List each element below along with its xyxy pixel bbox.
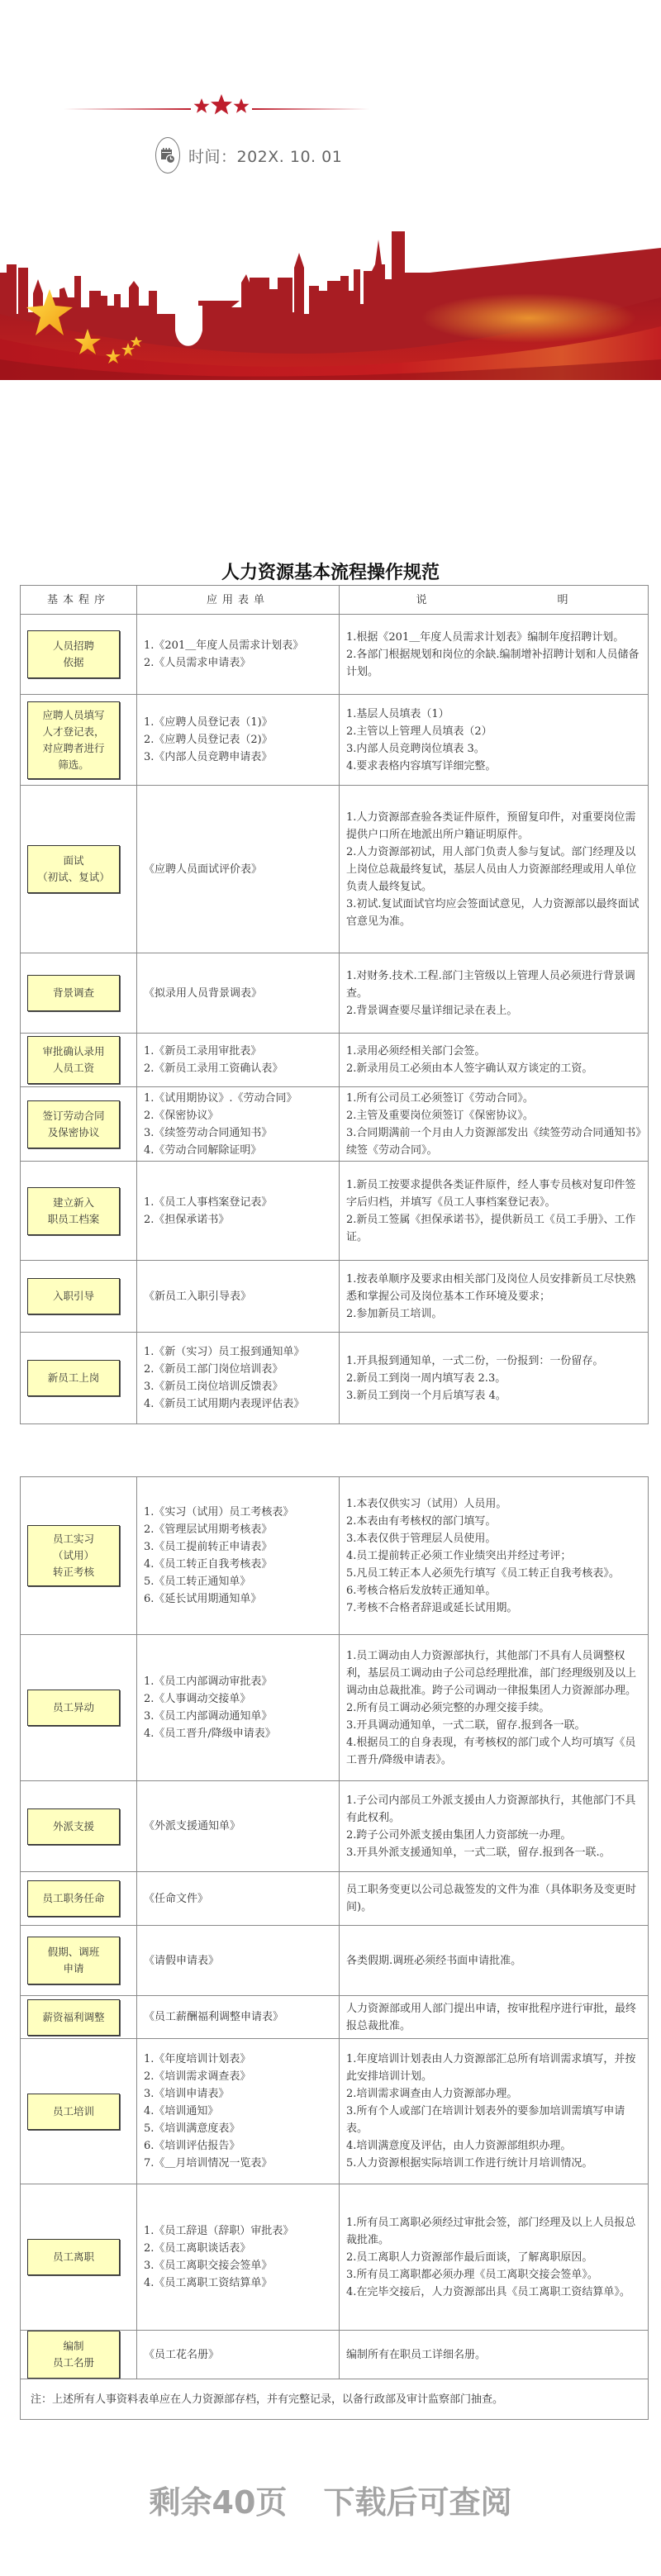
description-cell-line: 1.根据《201＿年度人员需求计划表》编制年度招聘计划。 — [346, 630, 625, 644]
forms-cell — [137, 1261, 340, 1333]
forms-cell — [137, 1087, 340, 1162]
process-table-part-2 — [20, 1476, 649, 2420]
watermark-remaining-pages: 剩余40页 — [149, 2484, 288, 2521]
procedure-step-label-line: 建立新入 — [52, 1195, 94, 1209]
description-cell-line: 2.新员工到岗一周内填写表 2.3。 — [346, 1371, 506, 1385]
description-cell — [340, 953, 649, 1034]
table-row — [21, 1261, 649, 1333]
description-cell-line: 3.本表仅供于管理层人员使用。 — [346, 1532, 497, 1545]
procedure-step-label — [42, 707, 104, 773]
description-cell-line: 2.主管以上管理人员填表（2） — [346, 725, 492, 738]
forms-cell-line: 6.《延长试用期通知单》 — [144, 1593, 262, 1605]
forms-cell-line: 2.《人员需求申请表》 — [144, 657, 251, 669]
forms-cell — [137, 1926, 340, 1996]
description-cell — [340, 2184, 649, 2331]
description-cell-line: 1.年度培训计划表由人力资源部汇总所有培训需求填写，并按此安排培训计划。 — [346, 2053, 636, 2083]
table-row — [21, 1477, 649, 1635]
procedure-step-label-line: 人才登记表， — [42, 725, 105, 738]
table-row — [21, 1333, 649, 1424]
forms-cell-line: 《拟录用人员背景调表》 — [144, 986, 263, 1000]
procedure-cell — [21, 1996, 137, 2039]
forms-cell-line: 2.《培训需求调查表》 — [144, 2070, 251, 2083]
forms-cell — [137, 695, 340, 786]
table-row — [21, 1635, 649, 1781]
description-cell-line: 7.考核不合格者辞退或延长试用期。 — [346, 1601, 518, 1614]
date-row — [155, 136, 342, 174]
procedure-step-box — [27, 1187, 120, 1235]
procedure-step-label — [53, 1699, 94, 1716]
description-cell — [340, 1087, 649, 1162]
procedure-step-label — [42, 2009, 104, 2026]
description-cell — [340, 1926, 649, 1996]
ornament-line-left — [64, 108, 191, 110]
forms-cell-line: 4.《员工离职工资结算单》 — [144, 2277, 273, 2289]
forms-cell — [137, 2039, 340, 2184]
procedure-step-box — [27, 701, 120, 779]
procedure-step-box — [27, 1880, 120, 1917]
forms-cell — [137, 953, 340, 1034]
procedure-step-label-line: 编制 — [63, 2340, 84, 2352]
procedure-step-label — [53, 2249, 94, 2265]
forms-cell-line: 《新员工入职引导表》 — [144, 1290, 252, 1303]
description-cell-line: 各类假期.调班必须经书面申请批准。 — [346, 1954, 522, 1967]
description-cell-line: 3.新员工到岗一个月后填写表 4。 — [346, 1389, 506, 1402]
description-cell-line: 4.要求表格内容填写详细完整。 — [346, 759, 497, 772]
procedure-cell — [21, 1926, 137, 1996]
forms-cell — [137, 1781, 340, 1872]
forms-cell-line: 2.《人事调动交接单》 — [144, 1693, 251, 1705]
procedure-step-label — [53, 638, 94, 671]
description-cell — [340, 615, 649, 695]
description-cell-line: 3.开具调动通知单，一式二联，留存.报到各一联。 — [346, 1718, 586, 1732]
skyline-banner-image — [0, 215, 661, 380]
forms-cell — [137, 2331, 340, 2379]
forms-cell-line: 《任命文件》 — [144, 1892, 209, 1905]
procedure-step-box — [27, 1036, 120, 1084]
description-cell — [340, 1872, 649, 1926]
procedure-step-label — [53, 2103, 94, 2120]
forms-cell-line: 1.《员工内部调动审批表》 — [144, 1675, 273, 1688]
description-cell-line: 2.人力资源部初试，用人部门负责人参与复试。部门经理及以上岗位总裁最终复试，基层人员由人力资源部经理或用人单位负责人最终复试。 — [346, 845, 637, 893]
procedure-cell — [21, 2331, 137, 2379]
description-cell-line: 4.在完毕交接后，人力资源部出具《员工离职工资结算单》。 — [346, 2285, 630, 2298]
forms-cell-line: 1.《实习（试用）员工考核表》 — [144, 1506, 294, 1519]
procedure-cell — [21, 2184, 137, 2331]
procedure-step-label-line: 申请 — [63, 1962, 84, 1975]
procedure-cell — [21, 953, 137, 1034]
description-cell-line: 1.员工调动由人力资源部执行，其他部门不具有人员调整权利，基层员工调动由子公司总经理批准，部门经理级别及以上调动由总裁批准。跨子公司调动一律报集团人力资源部办理。 — [346, 1649, 637, 1697]
procedure-step-box — [27, 1278, 120, 1314]
document-title: 人力资源基本流程操作规范 — [221, 562, 440, 583]
forms-cell-line: 2.《管理层试用期考核表》 — [144, 1523, 273, 1536]
procedure-step-box — [27, 975, 120, 1011]
procedure-cell — [21, 1162, 137, 1261]
procedure-step-box — [27, 1999, 120, 2036]
forms-cell-line: 3.《员工内部调动通知单》 — [144, 1710, 273, 1723]
forms-cell-line: 《员工薪酬福利调整申请表》 — [144, 2011, 284, 2023]
description-cell-line: 3.合同期满前一个月由人力资源部发出《续签劳动合同通知书》续签《劳动合同》。 — [346, 1126, 641, 1157]
procedure-step-label — [48, 1195, 100, 1228]
forms-cell — [137, 2184, 340, 2331]
forms-cell — [137, 1034, 340, 1087]
watermark-download-hint: 下载后可查阅 — [323, 2484, 512, 2521]
forms-cell-line: 3.《续签劳动合同通知书》 — [144, 1126, 273, 1139]
procedure-step-box — [27, 2239, 120, 2275]
description-cell-line: 3.所有员工离职都必须办理《员工离职交接会签单》。 — [346, 2268, 598, 2281]
forms-cell-line: 4.《员工转正自我考核表》 — [144, 1558, 273, 1571]
forms-cell-line: 1.《员工辞退（辞职）审批表》 — [144, 2225, 294, 2237]
procedure-step-box — [27, 2094, 120, 2130]
forms-cell-line: 2.《应聘人员登记表（2)》 — [144, 734, 273, 746]
procedure-cell — [21, 1333, 137, 1424]
description-cell-line: 4.培训满意度及评估，由人力资源部组织办理。 — [346, 2140, 572, 2152]
description-cell — [340, 1996, 649, 2039]
procedure-step-label-line: 及保密协议 — [47, 1125, 100, 1138]
procedure-step-label — [42, 1108, 104, 1141]
forms-cell-line: 2.《担保承诺书》 — [144, 1213, 230, 1226]
description-cell-line: 3.所有个人或部门在培训计划表外的要参加培训需填写申请表。 — [346, 2105, 625, 2135]
description-cell — [340, 1635, 649, 1781]
description-cell-line: 2.培训需求调查由人力资源部办理。 — [346, 2088, 518, 2100]
forms-cell-line: 1.《新（实习）员工报到通知单》 — [144, 1346, 305, 1358]
table-row — [21, 1034, 649, 1087]
forms-cell-line: 4.《培训通知》 — [144, 2105, 219, 2117]
calendar-clock-icon — [155, 137, 180, 173]
table-row — [21, 1162, 649, 1261]
procedure-cell — [21, 615, 137, 695]
description-cell-line: 1.子公司内部员工外派支援由人力资源部执行，其他部门不具有此权利。 — [346, 1794, 636, 1824]
procedure-step-box — [27, 1100, 120, 1148]
procedure-cell — [21, 1087, 137, 1162]
forms-cell-line: 《请假申请表》 — [144, 1954, 220, 1967]
description-cell-line: 3.内部人员竞聘岗位填表 3。 — [346, 742, 485, 755]
procedure-cell — [21, 695, 137, 786]
procedure-step-label-line: 人员工资 — [52, 1062, 94, 1074]
description-cell-line: 4.员工提前转正必须工作业绩突出并经过考评； — [346, 1549, 572, 1562]
description-cell-line: 2.跨子公司外派支援由集团人力资部统一办理。 — [346, 1828, 572, 1842]
procedure-step-box — [27, 845, 120, 893]
procedure-step-label-line: 面试 — [63, 854, 84, 867]
forms-cell — [137, 1333, 340, 1424]
table-row — [21, 1872, 649, 1926]
column-header-forms: 应用表单 — [137, 586, 340, 615]
description-cell-line: 2.本表由有考核权的部门填写。 — [346, 1514, 497, 1528]
table-header-row — [21, 586, 649, 615]
table-row — [21, 2039, 649, 2184]
description-cell-line: 4.根据员工的自身表现，有考核权的部门或个人均可填写《员工晋升/降级申请表》。 — [346, 1736, 636, 1766]
procedure-step-label-line: 应聘人员填写 — [42, 708, 105, 721]
table-row — [21, 1087, 649, 1162]
procedure-step-box — [27, 1690, 120, 1726]
procedure-cell — [21, 786, 137, 953]
description-cell — [340, 1162, 649, 1261]
description-cell — [340, 695, 649, 786]
description-cell — [340, 786, 649, 953]
description-cell-line: 1.按表单顺序及要求由相关部门及岗位人员安排新员工尽快熟悉和掌握公司及岗位基本工作环境及要求； — [346, 1272, 636, 1303]
procedure-cell — [21, 1635, 137, 1781]
description-cell-line: 2.所有员工调动必须完整的办理交接手续。 — [346, 1701, 550, 1714]
procedure-step-label — [53, 985, 94, 1001]
forms-cell-line: 3.《新员工岗位培训反馈表》 — [144, 1381, 283, 1393]
procedure-step-box — [27, 1525, 120, 1586]
procedure-step-label-line: 转正考核 — [52, 1566, 94, 1578]
description-cell-line: 1.所有员工离职必须经过审批会签，部门经理及以上人员报总裁批准。 — [346, 2216, 636, 2246]
description-cell-line: 5.人力资源根据实际培训工作进行统计月培训情况。 — [346, 2157, 593, 2170]
description-cell-line: 3.初试.复试面试官均应会签面试意见，人力资源部以最终面试官意见为准。 — [346, 897, 640, 928]
table-row — [21, 695, 649, 786]
description-cell-line: 1.基层人员填表（1） — [346, 707, 449, 720]
description-cell — [340, 2331, 649, 2379]
forms-cell-line: 3.《培训申请表》 — [144, 2088, 230, 2100]
forms-cell — [137, 1477, 340, 1635]
procedure-step-label-line: 职员工档案 — [47, 1212, 100, 1225]
procedure-cell — [21, 1781, 137, 1872]
procedure-step-label-line: （初试、复试） — [37, 871, 110, 883]
note-row — [21, 2379, 649, 2420]
ornament-line-right — [252, 108, 369, 110]
table-row — [21, 615, 649, 695]
procedure-step-label-line: 签订劳动合同 — [42, 1109, 105, 1122]
forms-cell-line: 1.《新员工录用审批表》 — [144, 1045, 262, 1057]
procedure-step-label-line: 员工职务任命 — [42, 1892, 105, 1904]
table-row — [21, 786, 649, 953]
description-cell-line: 2.新录用员工必须由本人签字确认双方谈定的工资。 — [346, 1062, 593, 1075]
procedure-step-box — [27, 2331, 120, 2379]
forms-cell-line: 5.《培训满意度表》 — [144, 2122, 240, 2135]
description-cell-line: 编制所有在职员工详细名册。 — [346, 2348, 487, 2361]
procedure-step-label — [48, 1944, 100, 1977]
forms-cell — [137, 786, 340, 953]
description-cell-line: 1.新员工按要求提供各类证件原件，经人事专员核对复印件签字后归档，并填写《员工人事档案登记表》。 — [346, 1178, 636, 1209]
procedure-cell — [21, 1477, 137, 1635]
forms-cell-line: 6.《培训评估报告》 — [144, 2140, 240, 2152]
description-cell — [340, 1333, 649, 1424]
procedure-step-label-line: 员工名册 — [52, 2356, 94, 2369]
forms-cell-line: 2.《新员工录用工资确认表》 — [144, 1062, 283, 1075]
description-cell — [340, 1034, 649, 1087]
forms-cell-line: 1.《年度培训计划表》 — [144, 2053, 251, 2065]
forms-cell-line: 2.《新员工部门岗位培训表》 — [144, 1363, 283, 1376]
description-cell-line: 1.对财务.技术.工程.部门主管级以上管理人员必须进行背景调查。 — [346, 969, 635, 1000]
forms-cell-line: 2.《保密协议》 — [144, 1109, 219, 1122]
procedure-step-label-line: 对应聘者进行 — [42, 741, 105, 754]
procedure-step-label-line: 新员工上岗 — [47, 1371, 100, 1384]
description-cell-line: 1.本表仅供实习（试用）人员用。 — [346, 1497, 507, 1510]
table-row — [21, 1781, 649, 1872]
forms-cell — [137, 1635, 340, 1781]
description-cell-line: 1.开具报到通知单，一式二份，一份报到：一份留存。 — [346, 1354, 604, 1367]
footnote: 注：上述所有人事资料表单应在人力资源部存档，并有完整记录，以备行政部及审计监察部门抽查。 — [21, 2379, 649, 2420]
procedure-step-box — [27, 630, 120, 678]
procedure-step-label — [42, 1890, 104, 1907]
column-header-description: 说 明 — [340, 586, 649, 615]
forms-cell-line: 1.《应聘人员登记表（1)》 — [144, 716, 273, 729]
procedure-step-label-line: 外派支援 — [52, 1819, 94, 1832]
forms-cell-line: 1.《员工人事档案登记表》 — [144, 1195, 273, 1209]
description-cell — [340, 1477, 649, 1635]
procedure-step-label — [37, 853, 110, 886]
preview-watermark — [0, 2477, 661, 2522]
procedure-cell — [21, 1034, 137, 1087]
three-stars-icon — [193, 93, 250, 122]
procedure-cell — [21, 2039, 137, 2184]
procedure-step-label — [53, 2338, 94, 2371]
description-cell-line: 2.员工离职人力资源部作最后面谈，了解离职原因。 — [346, 2250, 593, 2264]
forms-cell-line: 4.《劳动合同解除证明》 — [144, 1143, 262, 1157]
procedure-step-label — [42, 1043, 104, 1077]
procedure-step-label-line: 员工离职 — [52, 2250, 94, 2263]
description-cell-line: 2.主管及重要岗位须签订《保密协议》。 — [346, 1109, 534, 1122]
forms-cell-line: 5.《员工转正通知单》 — [144, 1576, 251, 1588]
description-cell-line: 2.新员工签属《担保承诺书》，提供新员工《员工手册》、工作证。 — [346, 1213, 636, 1243]
column-header-procedure: 基本程序 — [21, 586, 137, 615]
table-row — [21, 1926, 649, 1996]
description-cell-line: 3.开具外派支援通知单，一式二联，留存.报到各一联.。 — [346, 1846, 611, 1859]
procedure-cell — [21, 1872, 137, 1926]
table-row — [21, 1996, 649, 2039]
forms-cell-line: 《应聘人员面试评价表》 — [144, 863, 263, 876]
forms-cell-line: 2.《员工离职谈话表》 — [144, 2242, 251, 2255]
table-row — [21, 2184, 649, 2331]
description-cell-line: 5.凡员工转正本人必须先行填写《员工转正自我考核表》。 — [346, 1566, 620, 1580]
description-cell-line: 1.所有公司员工必须签订《劳动合同》。 — [346, 1091, 534, 1105]
forms-cell — [137, 1162, 340, 1261]
description-cell-line: 人力资源部或用人部门提出申请，按审批程序进行审批，最终报总裁批准。 — [346, 2002, 637, 2032]
procedure-step-label-line: 员工培训 — [52, 2104, 94, 2117]
table-row — [21, 2331, 649, 2379]
description-cell-line: 2.参加新员工培训。 — [346, 1307, 443, 1320]
forms-cell-line: 《外派支援通知单》 — [144, 1820, 241, 1832]
forms-cell-line: 7.《＿月培训情况一览表》 — [144, 2157, 273, 2170]
table-row — [21, 953, 649, 1034]
procedure-step-box — [27, 1360, 120, 1396]
description-cell — [340, 1261, 649, 1333]
procedure-step-label — [48, 1370, 100, 1386]
description-cell-line: 2.各部门根据规划和岗位的余缺.编制增补招聘计划和人员储备计划。 — [346, 648, 640, 678]
description-cell-line: 1.录用必须经相关部门会签。 — [346, 1045, 486, 1057]
procedure-step-label-line: 依据 — [63, 656, 84, 668]
procedure-step-label-line: 人员招聘 — [52, 639, 94, 652]
description-cell — [340, 2039, 649, 2184]
forms-cell — [137, 615, 340, 695]
process-table-part-1 — [20, 585, 649, 1424]
procedure-step-label-line: 背景调查 — [52, 986, 94, 999]
description-cell-line: 1.人力资源部查验各类证件原件，预留复印件，对重要岗位需提供户口所在地派出所户籍证明原件。 — [346, 810, 636, 841]
procedure-step-label-line: 员工异动 — [52, 1701, 94, 1713]
forms-cell-line: 1.《试用期协议》.《劳动合同》 — [144, 1091, 297, 1105]
procedure-step-label-line: 筛选。 — [58, 758, 89, 771]
procedure-step-label — [53, 1818, 94, 1835]
procedure-step-label-line: （试用） — [52, 1549, 94, 1561]
procedure-cell — [21, 1261, 137, 1333]
procedure-step-box — [27, 1937, 120, 1984]
procedure-step-label-line: 假期、调班 — [47, 1946, 100, 1958]
procedure-step-label-line: 员工实习 — [52, 1533, 94, 1545]
description-cell — [340, 1781, 649, 1872]
forms-cell-line: 《员工花名册》 — [144, 2348, 220, 2361]
description-cell-line: 员工职务变更以公司总裁签发的文件为准（具体职务及变更时间)。 — [346, 1884, 637, 1913]
forms-cell-line: 4.《员工晋升/降级申请表》 — [144, 1728, 276, 1740]
forms-cell — [137, 1996, 340, 2039]
procedure-step-label-line: 入职引导 — [52, 1290, 94, 1302]
date-text: 时间：202X. 10. 01 — [188, 147, 343, 166]
procedure-step-label — [53, 1288, 94, 1305]
procedure-step-label-line: 审批确认录用 — [42, 1045, 105, 1057]
forms-cell-line: 3.《内部人员竞聘申请表》 — [144, 751, 273, 763]
procedure-step-box — [27, 1808, 120, 1845]
forms-cell-line: 4.《新员工试用期内表现评估表》 — [144, 1398, 305, 1410]
forms-cell — [137, 1872, 340, 1926]
procedure-step-label — [53, 1531, 94, 1580]
description-cell-line: 2.背景调查要尽量详细记录在表上。 — [346, 1004, 518, 1017]
forms-cell-line: 3.《员工提前转正申请表》 — [144, 1541, 273, 1553]
procedure-step-label-line: 薪资福利调整 — [42, 2010, 105, 2023]
description-cell-line: 6.考核合格后发放转正通知单。 — [346, 1584, 497, 1597]
forms-cell-line: 1.《201＿年度人员需求计划表》 — [144, 639, 304, 652]
forms-cell-line: 3.《员工离职交接会签单》 — [144, 2260, 273, 2272]
